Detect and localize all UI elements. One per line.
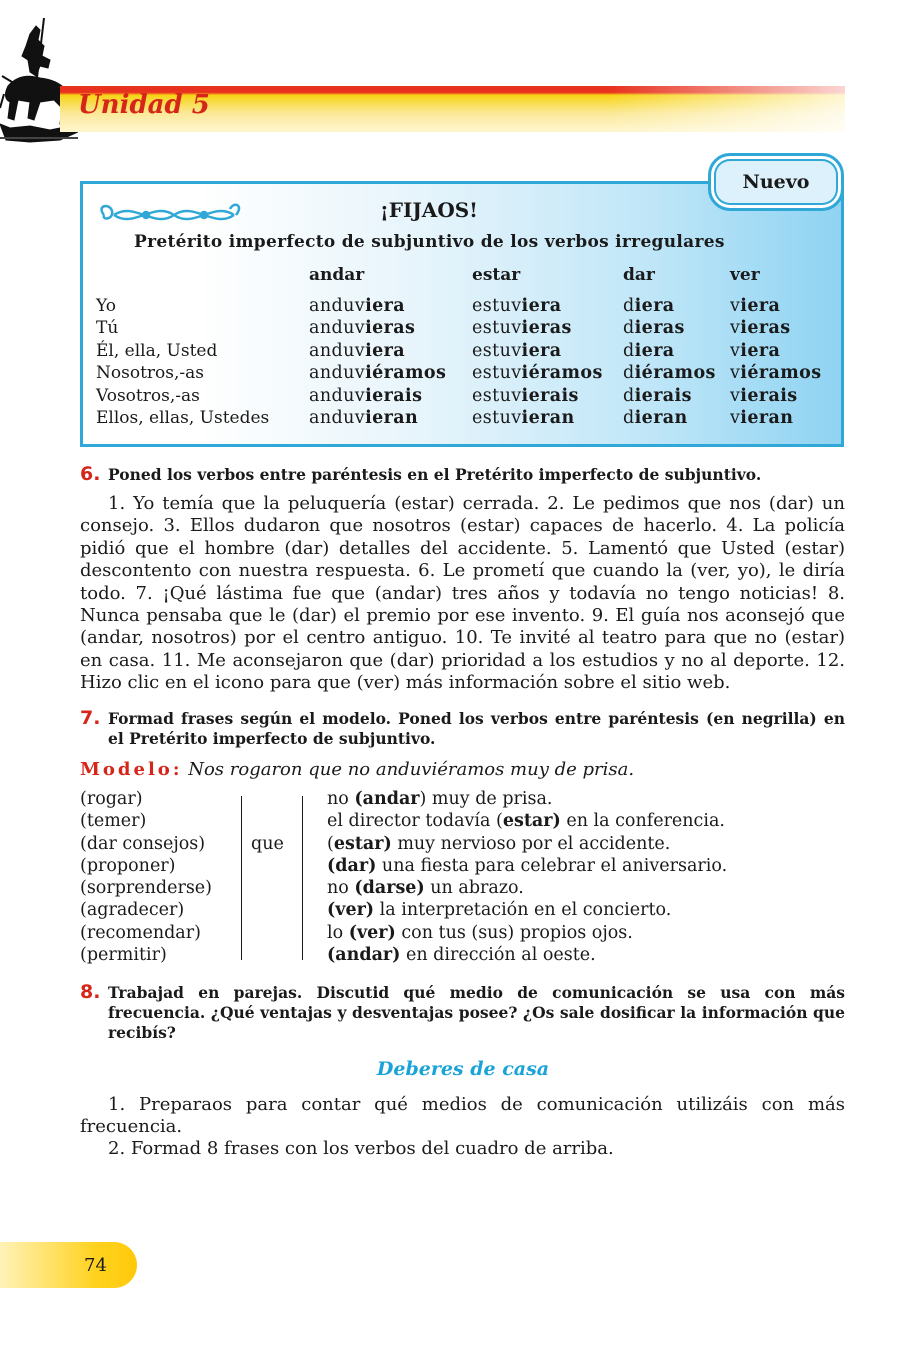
verb-form-andar bbox=[309, 386, 422, 406]
verb-stem: estuv bbox=[472, 296, 522, 316]
verb-stem: v bbox=[730, 363, 741, 384]
verb-stem: v bbox=[730, 296, 741, 316]
verb-header-dar: dar bbox=[623, 265, 655, 285]
verb-form-estar bbox=[472, 408, 575, 428]
main-verb-item: (rogar) bbox=[80, 789, 143, 809]
verb-stem: d bbox=[623, 408, 635, 428]
sentence-ending-item bbox=[327, 923, 727, 945]
verb-form-dar bbox=[623, 318, 685, 338]
verb-ending: iera bbox=[740, 340, 781, 361]
verb-ending: ieras bbox=[521, 318, 572, 339]
verb-form-andar bbox=[309, 341, 405, 361]
ornament-icon bbox=[94, 201, 246, 229]
sentence-ending-item bbox=[327, 834, 727, 856]
verb-stem: estuv bbox=[472, 408, 522, 428]
main-verb-list bbox=[80, 789, 212, 967]
verb-ending: ieran bbox=[740, 408, 794, 428]
box-subtitle: Pretérito imperfecto de subjuntivo de los verbos irregulares bbox=[134, 232, 725, 252]
verb-form-estar bbox=[472, 341, 561, 361]
main-verb-item: (proponer) bbox=[80, 855, 176, 876]
ending-text: muy nervioso por el accidente. bbox=[391, 833, 671, 854]
verb-stem: anduv bbox=[309, 340, 366, 361]
verb-ending: ierais bbox=[365, 385, 423, 406]
verb-ending: iéramos bbox=[740, 363, 822, 384]
verb-form-andar bbox=[309, 408, 418, 428]
pronoun-label: Yo bbox=[96, 296, 116, 316]
verb-ending: iera bbox=[634, 296, 675, 316]
verb-stem: v bbox=[730, 340, 741, 361]
verb-stem: estuv bbox=[472, 318, 522, 339]
new-badge: Nuevo bbox=[708, 153, 844, 211]
verb-form-dar bbox=[623, 408, 688, 428]
ending-text: ) muy de prisa. bbox=[419, 789, 553, 809]
ending-text: en dirección al oeste. bbox=[400, 945, 596, 966]
pronoun-label: Nosotros,-as bbox=[96, 363, 204, 384]
verb-ending: iéramos bbox=[365, 363, 447, 384]
sentence-ending-item bbox=[327, 878, 727, 900]
verb-form-ver bbox=[730, 386, 798, 406]
bold-verb: (ver) bbox=[327, 900, 375, 921]
ending-text: ( bbox=[327, 833, 334, 854]
sentence-ending-item bbox=[327, 789, 727, 811]
verb-form-estar bbox=[472, 296, 561, 316]
verb-stem: v bbox=[730, 408, 741, 428]
verb-ending: iera bbox=[521, 340, 562, 361]
verb-stem: d bbox=[623, 363, 635, 384]
verb-form-ver bbox=[730, 341, 780, 361]
pronoun-label: Ellos, ellas, Ustedes bbox=[96, 408, 270, 428]
bold-verb: (ver) bbox=[348, 922, 396, 943]
verb-form-estar bbox=[472, 386, 579, 406]
verb-ending: iéramos bbox=[634, 363, 716, 384]
box-title: ¡FIJAOS! bbox=[380, 198, 478, 222]
exercise-number: 7. bbox=[80, 707, 101, 729]
bold-verb: (dar) bbox=[327, 855, 377, 876]
ending-text: no bbox=[327, 878, 355, 899]
sentence-ending-item bbox=[327, 811, 727, 833]
ending-text: la interpretación en el concierto. bbox=[374, 900, 672, 921]
verb-stem: estuv bbox=[472, 340, 522, 361]
main-verb-item: (temer) bbox=[80, 811, 147, 832]
verb-stem: estuv bbox=[472, 363, 522, 384]
verb-ending: ieran bbox=[365, 408, 419, 428]
verb-stem: d bbox=[623, 340, 635, 361]
verb-ending: iera bbox=[365, 296, 406, 316]
divider-line bbox=[241, 796, 242, 960]
ending-text: en la conferencia. bbox=[560, 811, 725, 832]
model-text: Nos rogaron que no anduviéramos muy de prisa. bbox=[188, 759, 635, 780]
verb-stem: d bbox=[623, 385, 635, 406]
verb-ending: iéramos bbox=[521, 363, 603, 384]
verb-ending: ieran bbox=[521, 408, 575, 428]
homework-item: 1. Preparaos para contar qué medios de comunicación utilizáis con más frecuencia. bbox=[80, 1094, 845, 1137]
verb-form-dar bbox=[623, 341, 675, 361]
model-sentence bbox=[80, 759, 634, 780]
verb-form-dar bbox=[623, 363, 716, 383]
verb-form-estar bbox=[472, 363, 603, 383]
exercise-6-instruction: Poned los verbos entre paréntesis en el Pretérito imperfecto de subjuntivo. bbox=[108, 465, 762, 484]
verb-header-andar: andar bbox=[309, 265, 365, 285]
verb-stem: d bbox=[623, 318, 635, 339]
pronoun-label: Él, ella, Usted bbox=[96, 340, 218, 361]
main-verb-item: (agradecer) bbox=[80, 900, 185, 921]
page-number-tab bbox=[0, 1242, 137, 1288]
main-verb-item: (dar consejos) bbox=[80, 833, 206, 854]
main-verb-item: (permitir) bbox=[80, 945, 167, 966]
verb-ending: ieran bbox=[634, 408, 688, 428]
verb-ending: iera bbox=[521, 296, 562, 316]
homework-title: Deberes de casa bbox=[376, 1058, 550, 1080]
ending-text: un abrazo. bbox=[424, 878, 524, 899]
bold-verb: estar) bbox=[502, 811, 561, 832]
verb-ending: iera bbox=[634, 340, 675, 361]
verb-ending: ieras bbox=[740, 318, 791, 339]
verb-stem: estuv bbox=[472, 385, 522, 406]
verb-stem: v bbox=[730, 318, 741, 339]
homework-item: 2. Formad 8 frases con los verbos del cuadro de arriba. bbox=[108, 1138, 614, 1159]
exercise-8-instruction: Trabajad en parejas. Discutid qué medio de comunicación se usa con más frecuencia. ¿Qué ventajas y desventajas posee? ¿Os sale dosificar la información que recibís? bbox=[108, 983, 845, 1042]
verb-form-ver bbox=[730, 296, 780, 316]
bold-verb: (andar) bbox=[327, 945, 401, 966]
ending-text: el director todavía ( bbox=[327, 811, 503, 832]
exercise-number: 6. bbox=[80, 463, 101, 485]
sentence-endings-list bbox=[327, 789, 727, 967]
ending-text: lo bbox=[327, 922, 349, 943]
pronoun-label: Tú bbox=[96, 318, 119, 339]
verb-header-ver: ver bbox=[730, 265, 760, 285]
sentence-ending-item bbox=[327, 900, 727, 922]
sentence-ending-item bbox=[327, 945, 727, 967]
bold-verb: estar) bbox=[333, 833, 392, 854]
verb-ending: iera bbox=[740, 296, 781, 316]
verb-form-dar bbox=[623, 296, 675, 316]
verb-form-ver bbox=[730, 408, 793, 428]
verb-form-andar bbox=[309, 363, 446, 383]
verb-stem: anduv bbox=[309, 385, 366, 406]
verb-form-andar bbox=[309, 318, 415, 338]
ending-text: no bbox=[327, 789, 355, 809]
connector-que: que bbox=[251, 834, 284, 854]
exercise-7-instruction: Formad frases según el modelo. Poned los verbos entre paréntesis (en negrilla) en el Pretérito imperfecto de subjuntivo. bbox=[108, 709, 845, 748]
verb-ending: ieras bbox=[634, 318, 685, 339]
main-verb-item: (recomendar) bbox=[80, 922, 201, 943]
verb-stem: v bbox=[730, 385, 741, 406]
verb-form-andar bbox=[309, 296, 405, 316]
bold-verb: (darse) bbox=[354, 878, 425, 899]
verb-stem: anduv bbox=[309, 318, 366, 339]
page-number: 74 bbox=[84, 1255, 107, 1276]
main-verb-item: (sorprenderse) bbox=[80, 878, 212, 899]
verb-form-ver bbox=[730, 363, 821, 383]
model-label: Modelo: bbox=[80, 759, 183, 780]
verb-ending: ierais bbox=[740, 385, 798, 406]
exercise-number: 8. bbox=[80, 981, 101, 1003]
divider-line bbox=[302, 796, 303, 960]
verb-form-ver bbox=[730, 318, 791, 338]
verb-ending: ierais bbox=[634, 385, 692, 406]
verb-stem: anduv bbox=[309, 296, 366, 316]
unit-title: Unidad 5 bbox=[78, 90, 210, 120]
ending-text: con tus (sus) propios ojos. bbox=[395, 922, 633, 943]
verb-form-dar bbox=[623, 386, 692, 406]
verb-ending: ierais bbox=[521, 385, 579, 406]
verb-form-estar bbox=[472, 318, 572, 338]
verb-header-estar: estar bbox=[472, 265, 521, 285]
sentence-ending-item bbox=[327, 856, 727, 878]
pronoun-label: Vosotros,-as bbox=[96, 385, 200, 406]
verb-stem: d bbox=[623, 296, 635, 316]
verb-stem: anduv bbox=[309, 408, 366, 428]
verb-ending: ieras bbox=[365, 318, 416, 339]
bold-verb: (andar bbox=[354, 789, 420, 809]
verb-stem: anduv bbox=[309, 363, 366, 384]
verb-ending: iera bbox=[365, 340, 406, 361]
exercise-6-body: 1. Yo temía que la peluquería (estar) cerrada. 2. Le pedimos que nos (dar) un consejo. 3. Ellos dudaron que nosotros (estar) capaces de hacerlo. 4. La policía pidió que el hombre (dar) detalles del accidente. 5. Lamentó que Usted (estar) descontento con nuestra respuesta. 6. Le prometí que cuando la (ver, yo), le diría todo. 7. ¡Qué lástima fue que (andar) tres años y todavía no tengo noticias! 8. Nunca pensaba que le (dar) el premio por ese invento. 9. El guía nos aconsejó que (andar, nosotros) por el centro antiguo. 10. Te invité al teatro para que no (estar) en casa. 11. Me aconsejaron que (dar) prioridad a los estudios y no al deporte. 12. Hizo clic en el icono para que (ver) más información sobre el sitio web. bbox=[80, 493, 845, 694]
ending-text: una fiesta para celebrar el aniversario. bbox=[376, 855, 728, 876]
